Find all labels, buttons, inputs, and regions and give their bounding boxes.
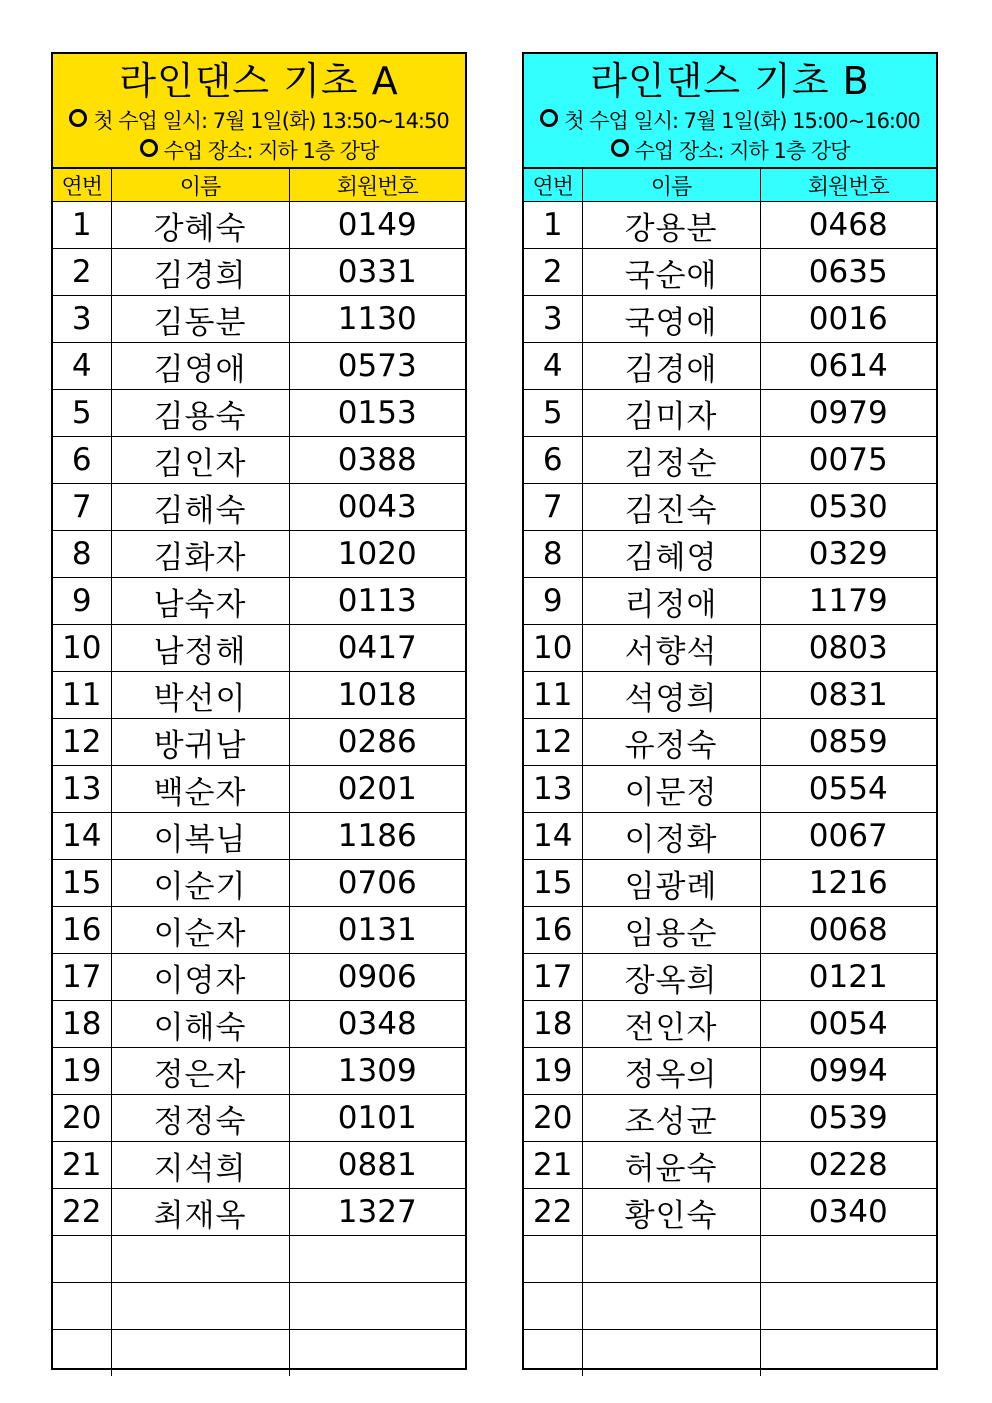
header-no: 연번 [524,169,582,202]
row-number: 17 [524,954,582,1001]
member-id: 0994 [760,1048,936,1095]
class-a-header [53,54,465,168]
class-b-roster-table [524,168,936,1376]
header-member-id: 회원번호 [289,169,465,202]
row-number: 1 [524,202,582,249]
row-number: 8 [524,531,582,578]
member-id: 0388 [289,437,465,484]
member-id: 0067 [760,813,936,860]
class-b-header-row [524,169,936,202]
row-number: 10 [524,625,582,672]
member-id: 1130 [289,296,465,343]
row-number: 7 [53,484,111,531]
member-name: 최재옥 [111,1189,289,1236]
class-b-sheet [522,52,938,1370]
member-id: 1018 [289,672,465,719]
header-name: 이름 [111,169,289,202]
class-b-schedule [524,106,936,136]
member-name: 김인자 [111,437,289,484]
member-name: 이문정 [582,766,760,813]
member-id: 0286 [289,719,465,766]
member-name: 이순기 [111,860,289,907]
row-number: 11 [53,672,111,719]
member-name [582,1283,760,1330]
member-name: 김경애 [582,343,760,390]
table-row [524,766,936,813]
class-a-location [53,136,465,166]
class-a-location-text: 수업 장소: 지하 1층 강당 [163,139,379,163]
row-number: 22 [53,1189,111,1236]
member-name: 남숙자 [111,578,289,625]
row-number: 13 [524,766,582,813]
member-id: 0068 [760,907,936,954]
member-id: 0043 [289,484,465,531]
class-b-location [524,136,936,166]
table-row [524,1001,936,1048]
table-row [524,672,936,719]
table-row [524,1189,936,1236]
member-id: 0881 [289,1142,465,1189]
member-id [289,1283,465,1330]
table-row [524,1236,936,1283]
table-row [53,813,465,860]
table-row [524,390,936,437]
member-id: 0803 [760,625,936,672]
table-row [53,719,465,766]
member-id: 0417 [289,625,465,672]
table-row [524,531,936,578]
row-number: 21 [53,1142,111,1189]
row-number: 9 [53,578,111,625]
class-b-schedule-text: 첫 수업 일시: 7월 1일(화) 15:00~16:00 [564,109,920,133]
table-row [524,625,936,672]
member-id: 1327 [289,1189,465,1236]
row-number: 5 [53,390,111,437]
member-id: 0153 [289,390,465,437]
row-number: 20 [524,1095,582,1142]
table-row [53,1283,465,1330]
member-name: 김해숙 [111,484,289,531]
member-id: 0554 [760,766,936,813]
member-id: 0340 [760,1189,936,1236]
row-number: 5 [524,390,582,437]
member-name: 국순애 [582,249,760,296]
row-number: 12 [524,719,582,766]
member-name: 국영애 [582,296,760,343]
row-number: 4 [524,343,582,390]
member-id: 0016 [760,296,936,343]
member-id [760,1330,936,1377]
member-name: 임용순 [582,907,760,954]
member-name: 강혜숙 [111,202,289,249]
member-id: 0979 [760,390,936,437]
header-member-id: 회원번호 [760,169,936,202]
row-number [53,1283,111,1330]
row-number: 16 [53,907,111,954]
member-name: 이순자 [111,907,289,954]
member-name: 장옥희 [582,954,760,1001]
member-name: 방귀남 [111,719,289,766]
member-name: 김용숙 [111,390,289,437]
table-row [53,1095,465,1142]
table-row [524,343,936,390]
member-name: 정옥의 [582,1048,760,1095]
table-row [53,390,465,437]
member-name: 김정순 [582,437,760,484]
row-number: 14 [524,813,582,860]
member-name: 이복님 [111,813,289,860]
header-no: 연번 [53,169,111,202]
member-id: 0121 [760,954,936,1001]
circle-bullet-icon [611,139,629,157]
table-row [524,1330,936,1377]
member-name [582,1236,760,1283]
member-id: 0329 [760,531,936,578]
member-name: 전인자 [582,1001,760,1048]
row-number: 12 [53,719,111,766]
row-number: 15 [53,860,111,907]
row-number: 8 [53,531,111,578]
table-row [53,1189,465,1236]
table-row [53,954,465,1001]
row-number: 20 [53,1095,111,1142]
table-row [53,907,465,954]
member-id: 0331 [289,249,465,296]
member-name: 정은자 [111,1048,289,1095]
member-id: 0228 [760,1142,936,1189]
member-id [760,1283,936,1330]
member-id [289,1236,465,1283]
row-number: 9 [524,578,582,625]
member-id: 1309 [289,1048,465,1095]
member-id: 0831 [760,672,936,719]
class-a-sheet [51,52,467,1370]
member-id: 1020 [289,531,465,578]
member-name [111,1330,289,1377]
class-b-roster-body [524,202,936,1377]
member-name: 서향석 [582,625,760,672]
table-row [53,672,465,719]
row-number: 21 [524,1142,582,1189]
member-name: 김진숙 [582,484,760,531]
table-row [53,1142,465,1189]
member-name: 임광례 [582,860,760,907]
row-number: 2 [524,249,582,296]
row-number: 13 [53,766,111,813]
member-id: 0539 [760,1095,936,1142]
row-number: 3 [53,296,111,343]
table-row [53,296,465,343]
circle-bullet-icon [140,139,158,157]
table-row [524,1095,936,1142]
table-row [524,860,936,907]
row-number: 6 [524,437,582,484]
table-row [524,202,936,249]
member-id: 0906 [289,954,465,1001]
row-number [53,1330,111,1377]
circle-bullet-icon [69,109,87,127]
circle-bullet-icon [540,109,558,127]
row-number [53,1236,111,1283]
row-number: 3 [524,296,582,343]
member-name [582,1330,760,1377]
row-number [524,1236,582,1283]
table-row [524,1048,936,1095]
table-row [524,1142,936,1189]
row-number: 22 [524,1189,582,1236]
member-id: 0201 [289,766,465,813]
member-id: 1186 [289,813,465,860]
member-name: 리정애 [582,578,760,625]
member-name: 김혜영 [582,531,760,578]
table-row [53,484,465,531]
member-name: 이정화 [582,813,760,860]
row-number: 14 [53,813,111,860]
class-a-title: 라인댄스 기초 A [119,59,399,103]
member-id: 0614 [760,343,936,390]
member-id: 0530 [760,484,936,531]
member-name: 지석희 [111,1142,289,1189]
member-id: 0054 [760,1001,936,1048]
member-name: 허윤숙 [582,1142,760,1189]
member-name: 김화자 [111,531,289,578]
member-name: 이해숙 [111,1001,289,1048]
row-number: 7 [524,484,582,531]
table-row [53,1236,465,1283]
member-id: 1179 [760,578,936,625]
row-number: 19 [524,1048,582,1095]
row-number [524,1283,582,1330]
member-name: 정정숙 [111,1095,289,1142]
member-name: 김영애 [111,343,289,390]
member-id: 0635 [760,249,936,296]
table-row [524,296,936,343]
row-number: 16 [524,907,582,954]
table-row [53,625,465,672]
member-name: 유정숙 [582,719,760,766]
member-id: 0348 [289,1001,465,1048]
table-row [524,249,936,296]
row-number: 4 [53,343,111,390]
member-name: 강용분 [582,202,760,249]
row-number: 1 [53,202,111,249]
row-number: 19 [53,1048,111,1095]
header-name: 이름 [582,169,760,202]
row-number: 15 [524,860,582,907]
table-row [53,578,465,625]
member-name: 김미자 [582,390,760,437]
class-b-location-text: 수업 장소: 지하 1층 강당 [634,139,850,163]
table-row [53,437,465,484]
table-row [53,343,465,390]
member-name: 백순자 [111,766,289,813]
row-number: 11 [524,672,582,719]
member-name: 이영자 [111,954,289,1001]
table-row [53,249,465,296]
table-row [524,484,936,531]
row-number: 18 [524,1001,582,1048]
member-id: 0113 [289,578,465,625]
member-id [289,1330,465,1377]
row-number: 2 [53,249,111,296]
table-row [524,719,936,766]
row-number: 6 [53,437,111,484]
table-row [53,766,465,813]
member-name: 조성균 [582,1095,760,1142]
table-row [53,1001,465,1048]
table-row [524,1283,936,1330]
member-id: 1216 [760,860,936,907]
row-number: 18 [53,1001,111,1048]
member-name [111,1283,289,1330]
table-row [53,1330,465,1377]
table-row [524,578,936,625]
member-name: 박선이 [111,672,289,719]
row-number [524,1330,582,1377]
table-row [524,907,936,954]
table-row [53,1048,465,1095]
class-a-header-row [53,169,465,202]
class-a-schedule [53,106,465,136]
member-id: 0075 [760,437,936,484]
table-row [53,860,465,907]
row-number: 17 [53,954,111,1001]
table-row [524,813,936,860]
row-number: 10 [53,625,111,672]
member-id: 0859 [760,719,936,766]
class-b-title: 라인댄스 기초 B [590,59,870,103]
table-row [524,954,936,1001]
class-a-roster-table [53,168,465,1376]
class-b-header [524,54,936,168]
member-name: 석영희 [582,672,760,719]
member-name: 황인숙 [582,1189,760,1236]
member-id [760,1236,936,1283]
member-name: 남정해 [111,625,289,672]
member-id: 0573 [289,343,465,390]
member-id: 0706 [289,860,465,907]
table-row [524,437,936,484]
table-row [53,531,465,578]
table-row [53,202,465,249]
member-id: 0131 [289,907,465,954]
member-id: 0468 [760,202,936,249]
class-a-schedule-text: 첫 수업 일시: 7월 1일(화) 13:50~14:50 [93,109,449,133]
class-a-roster-body [53,202,465,1377]
member-id: 0149 [289,202,465,249]
member-id: 0101 [289,1095,465,1142]
member-name: 김동분 [111,296,289,343]
member-name: 김경희 [111,249,289,296]
member-name [111,1236,289,1283]
